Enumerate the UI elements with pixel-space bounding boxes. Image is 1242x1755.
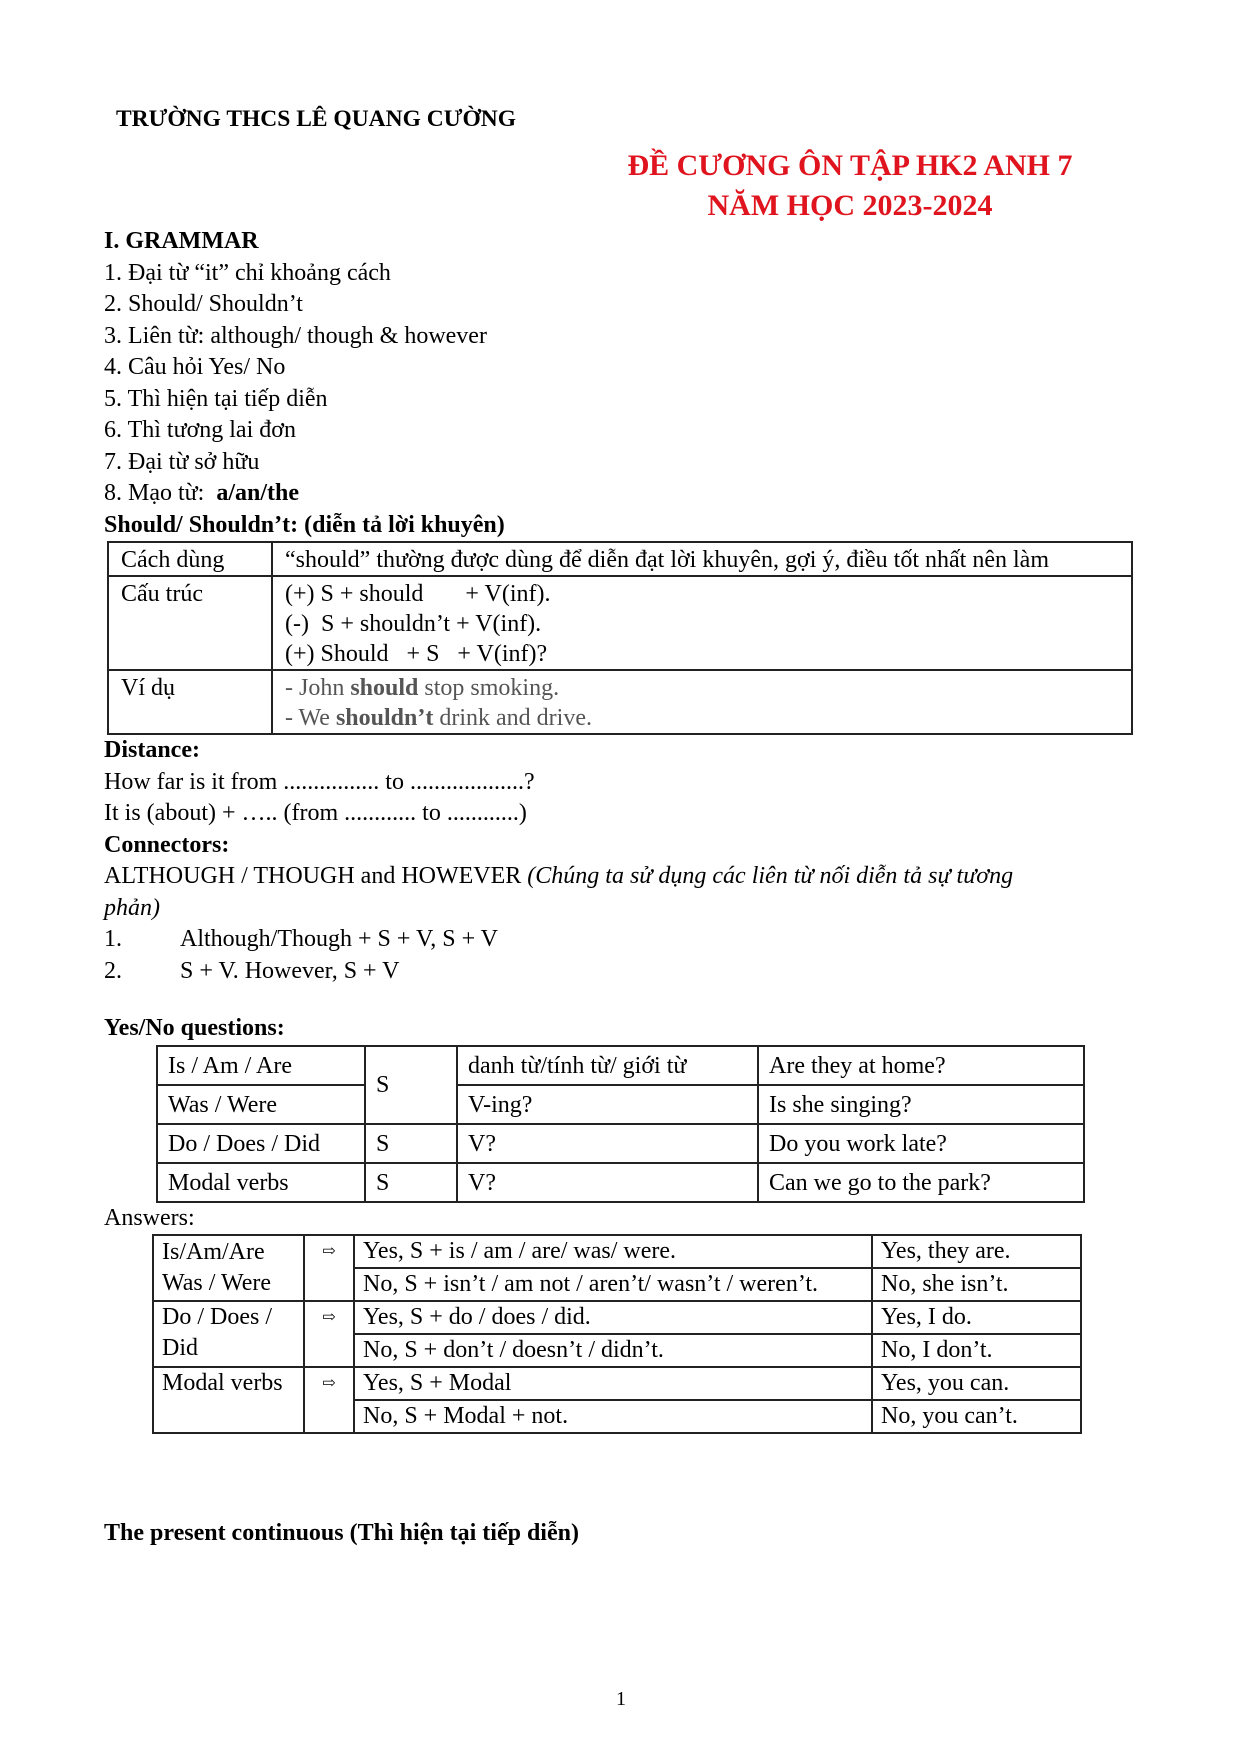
table-cell: Is she singing?: [758, 1085, 1084, 1124]
table-cell: Modal verbs: [157, 1163, 365, 1202]
connectors-intro-note: (Chúng ta sử dụng các liên từ nối diễn tả sự tương: [527, 863, 1014, 889]
answer-example: No, I don’t.: [872, 1334, 1081, 1367]
school-name: TRƯỜNG THCS LÊ QUANG CƯỜNG: [116, 106, 516, 132]
table-row: [108, 542, 1132, 576]
present-continuous-heading: The present continuous (Thì hiện tại tiếp diễn): [104, 1520, 579, 1546]
example-text: drink and drive.: [433, 705, 592, 731]
answer-form: No, S + don’t / doesn’t / didn’t.: [354, 1334, 872, 1367]
document-title: [560, 146, 1140, 226]
example-line: [285, 673, 1121, 703]
table-cell: S: [365, 1046, 457, 1124]
answer-group-label: Do / Does / Did: [153, 1301, 304, 1367]
grammar-item: 2. Should/ Shouldn’t: [104, 291, 303, 317]
connector-number: 2.: [104, 957, 122, 984]
grammar-item: 1. Đại từ “it” chỉ khoảng cách: [104, 259, 391, 286]
connectors-intro-text: ALTHOUGH / THOUGH and HOWEVER: [104, 863, 528, 889]
table-cell: Can we go to the park?: [758, 1163, 1084, 1202]
arrow-icon: ⇨: [304, 1235, 354, 1301]
connector-item: [104, 924, 1144, 956]
table-cell: Is / Am / Are: [157, 1046, 365, 1085]
example-label: Ví dụ: [108, 670, 272, 734]
table-cell: Do / Does / Did: [157, 1124, 365, 1163]
connector-item: [104, 956, 1144, 988]
grammar-item-8: [104, 478, 1144, 510]
example-text: - John: [285, 675, 351, 701]
distance-line: It is (about) + ….. (from ............ to ............): [104, 800, 527, 826]
table-cell: S: [365, 1163, 457, 1202]
answer-example: No, you can’t.: [872, 1400, 1081, 1433]
structure-label: Cấu trúc: [108, 576, 272, 670]
grammar-heading: I. GRAMMAR: [104, 228, 259, 254]
table-row: [153, 1301, 1081, 1334]
arrow-icon: ⇨: [304, 1367, 354, 1433]
distance-heading: Distance:: [104, 737, 200, 763]
connector-number: 1.: [104, 926, 122, 952]
connector-text: S + V. However, S + V: [180, 957, 400, 984]
answers-table: [152, 1234, 1082, 1434]
example-bold: should: [350, 675, 419, 701]
connectors-intro-note-cont: phản): [104, 894, 160, 921]
example-line: [285, 703, 1121, 733]
grammar-item: 4. Câu hỏi Yes/ No: [104, 354, 286, 380]
table-cell: V?: [457, 1124, 758, 1163]
grammar-item: 5. Thì hiện tại tiếp diễn: [104, 385, 328, 412]
usage-label: Cách dùng: [108, 542, 272, 576]
example-text: - We: [285, 705, 336, 731]
grammar-item: 6. Thì tương lai đơn: [104, 417, 296, 443]
grammar-item-8-bold: a/an/the: [216, 480, 300, 506]
example-cell: [272, 670, 1132, 734]
example-text: stop smoking.: [418, 675, 560, 701]
yesno-heading: Yes/No questions:: [104, 1015, 285, 1041]
table-row: [157, 1046, 1084, 1085]
table-row: [157, 1085, 1084, 1124]
grammar-item-8-prefix: 8. Mạo từ:: [104, 480, 217, 506]
usage-text: “should” thường được dùng để diễn đạt lời khuyên, gợi ý, điều tốt nhất nên làm: [272, 542, 1132, 576]
table-row: [153, 1235, 1081, 1268]
table-row: [108, 576, 1132, 670]
answer-form: No, S + Modal + not.: [354, 1400, 872, 1433]
answer-form: Yes, S + is / am / are/ was/ were.: [354, 1235, 872, 1268]
table-cell: V?: [457, 1163, 758, 1202]
table-cell: Are they at home?: [758, 1046, 1084, 1085]
structure-cell: [272, 576, 1132, 670]
answer-example: Yes, they are.: [872, 1235, 1081, 1268]
table-cell: V-ing?: [457, 1085, 758, 1124]
grammar-item: 7. Đại từ sở hữu: [104, 448, 260, 475]
structure-line: (-) S + shouldn’t + V(inf).: [285, 611, 542, 637]
page-number: 1: [616, 1688, 626, 1710]
document-body: [104, 226, 1144, 1434]
grammar-item: 3. Liên từ: although/ though & however: [104, 322, 487, 349]
table-row: [108, 670, 1132, 734]
answer-form: No, S + isn’t / am not / aren’t/ wasn’t / weren’t.: [354, 1268, 872, 1301]
table-row: [157, 1124, 1084, 1163]
title-line-2: NĂM HỌC 2023-2024: [707, 189, 993, 222]
structure-line: (+) Should + S + V(inf)?: [285, 641, 548, 667]
arrow-icon: ⇨: [304, 1301, 354, 1367]
should-heading: Should/ Shouldn’t: (diễn tả lời khuyên): [104, 511, 505, 538]
should-table: [107, 541, 1133, 735]
answer-example: No, she isn’t.: [872, 1268, 1081, 1301]
connectors-heading: Connectors:: [104, 831, 230, 858]
connector-text: Although/Though + S + V, S + V: [180, 926, 498, 952]
structure-line: (+) S + should + V(inf).: [285, 581, 551, 607]
answer-example: Yes, you can.: [872, 1367, 1081, 1400]
example-bold: shouldn’t: [335, 705, 434, 731]
table-row: [153, 1367, 1081, 1400]
answer-form: Yes, S + do / does / did.: [354, 1301, 872, 1334]
table-cell: Do you work late?: [758, 1124, 1084, 1163]
distance-line: How far is it from ................ to ...................?: [104, 768, 535, 795]
answer-group-label: Modal verbs: [153, 1367, 304, 1433]
table-cell: Was / Were: [157, 1085, 365, 1124]
table-cell: S: [365, 1124, 457, 1163]
table-cell: danh từ/tính từ/ giới từ: [457, 1046, 758, 1085]
yesno-table: [156, 1045, 1085, 1203]
answers-heading: Answers:: [104, 1204, 195, 1231]
connectors-intro: [104, 861, 1144, 893]
answer-form: Yes, S + Modal: [354, 1367, 872, 1400]
answer-example: Yes, I do.: [872, 1301, 1081, 1334]
answer-group-label: Is/Am/Are Was / Were: [153, 1235, 304, 1301]
table-row: [157, 1163, 1084, 1202]
title-line-1: ĐỀ CƯƠNG ÔN TẬP HK2 ANH 7: [627, 149, 1073, 182]
